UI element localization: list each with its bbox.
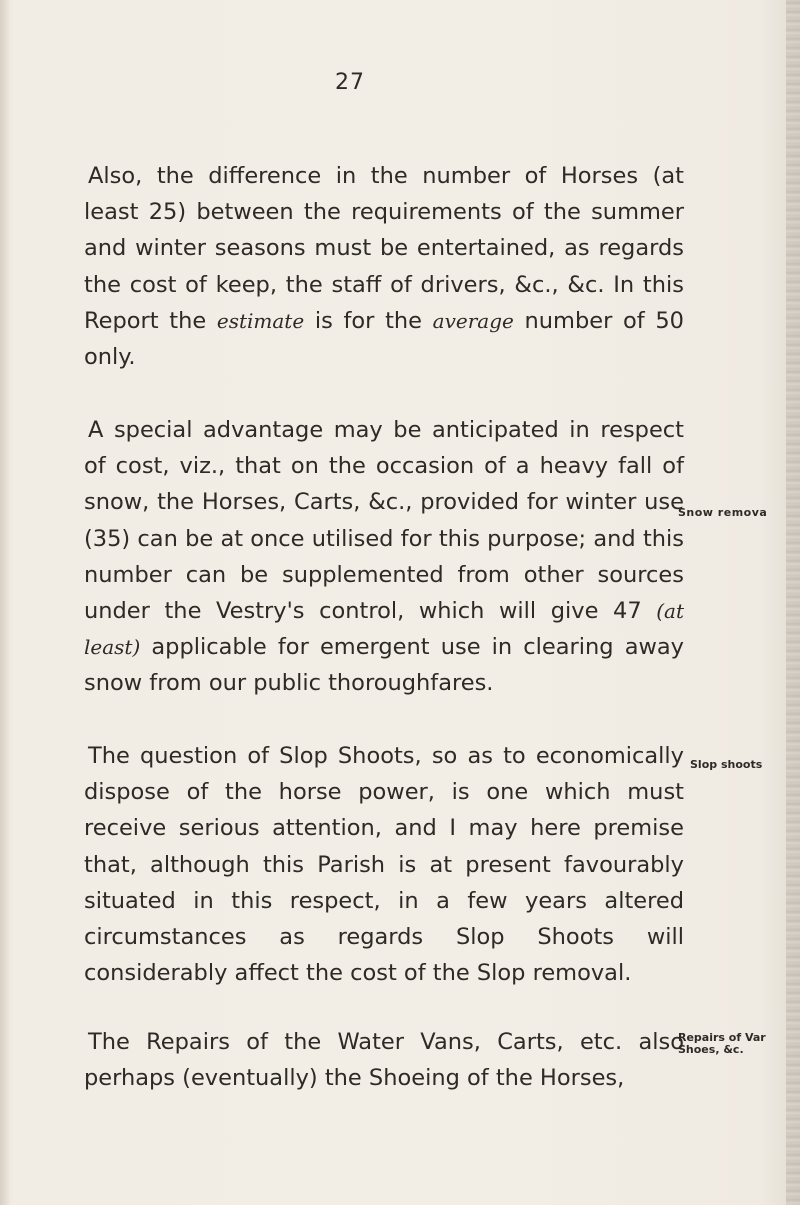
sidenote-slop-shoots: Slop shoots bbox=[690, 758, 763, 771]
sidenote-repairs bbox=[678, 1032, 766, 1056]
page-number: 27 bbox=[335, 70, 365, 95]
page-right-edge bbox=[786, 0, 800, 1205]
page-left-edge bbox=[0, 0, 10, 1205]
paragraph-slop-shoots: The question of Slop Shoots, so as to economically dispose of the horse power, is one which must receive serious attention, and I may here premise that, although this Parish is at present favourably situated in this respect, in a few years altered circumstances as regards Slop Shoots will considerably affect the cost of the Slop removal. bbox=[84, 743, 684, 987]
p2-text-before: A special advantage may be anticipated in respect of cost, viz., that on the occasion of a heavy fall of snow, the Horses, Carts, &c., provided for winter use (35) can be at once utilised for this purpose; and this number can be supplemented from other sources under the Vestry's control, which will give 47 bbox=[84, 417, 684, 625]
p1-text-after: number of 50 only. bbox=[84, 307, 684, 371]
p1-text-middle: is for the bbox=[304, 307, 433, 334]
p2-emphasis-at-least: (at least) bbox=[84, 599, 684, 660]
sidenote-repairs-line2: Shoes, &c. bbox=[678, 1043, 744, 1056]
paragraph-repairs: The Repairs of the Water Vans, Carts, etc. also perhaps (eventually) the Shoeing of the Horses, bbox=[84, 1029, 684, 1092]
p1-text-before: Also, the difference in the number of Horses (at least 25) between the requirements of the summer and winter seasons must be entertained, as regards the cost of keep, the staff of drivers, &c., &c. In this Report the bbox=[84, 163, 684, 334]
sidenote-snow-removal: Snow remova bbox=[678, 506, 768, 519]
p1-emphasis-average: average bbox=[432, 308, 514, 333]
sidenote-repairs-line1: Repairs of Var bbox=[678, 1031, 766, 1044]
p2-text-after: applicable for emergent use in clearing away snow from our public thoroughfares. bbox=[84, 634, 684, 697]
paragraph-horses-difference bbox=[84, 158, 684, 375]
paragraph-snow-advantage bbox=[84, 412, 684, 702]
p1-emphasis-estimate: estimate bbox=[216, 308, 305, 333]
